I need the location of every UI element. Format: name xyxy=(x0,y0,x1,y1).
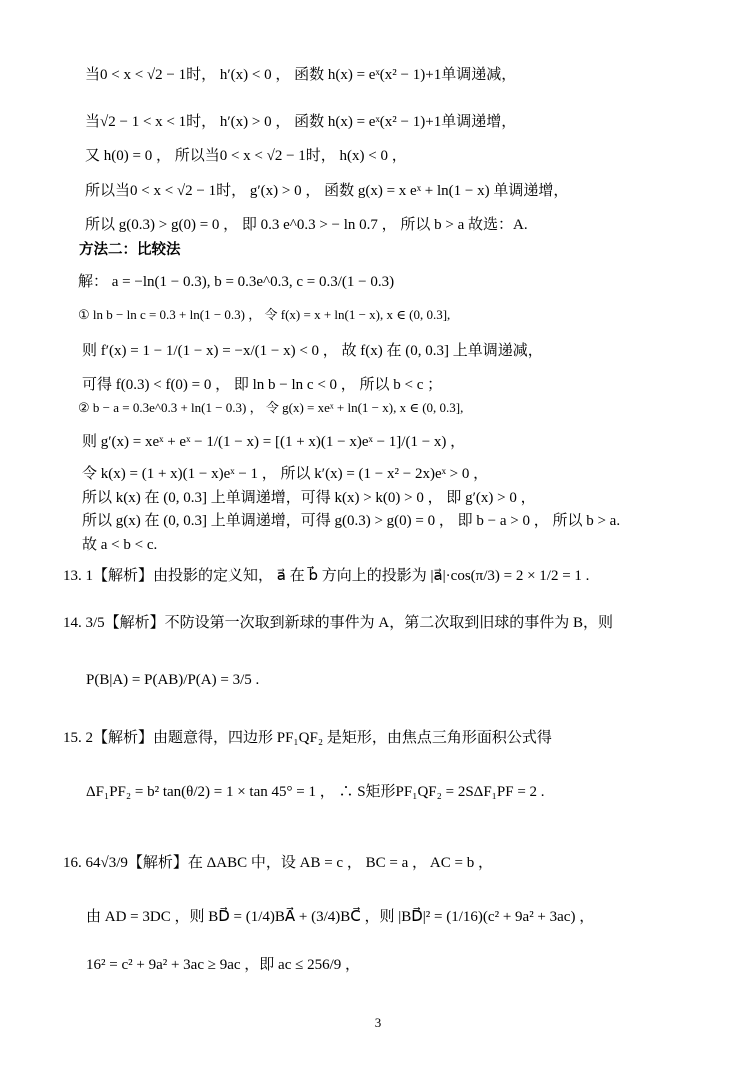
text-line: 所以当0 < x < √2 − 1时， g′(x) > 0 ， 函数 g(x) = x eˣ + ln(1 − x) 单调递增， xyxy=(85,183,569,199)
text-line: ① ln b − ln c = 0.3 + ln(1 − 0.3) ， 令 f(x) = x + ln(1 − x), x ∈ (0, 0.3], xyxy=(78,307,451,322)
text-line: 可得 f(0.3) < f(0) = 0 ， 即 ln b − ln c < 0 ， 所以 b < c ； xyxy=(82,377,443,393)
text-line: 又 h(0) = 0 ， 所以当0 < x < √2 − 1时， h(x) < 0 ， xyxy=(85,148,407,164)
text-line: 所以 g(0.3) > g(0) = 0 ， 即 0.3 e^0.3 > − ln 0.7 ， 所以 b > a 故选：A. xyxy=(85,217,528,233)
text-line: 当√2 − 1 < x < 1时， h′(x) > 0 ， 函数 h(x) = eˣ(x² − 1)+1单调递增， xyxy=(85,114,517,130)
text-line: 16. 64√3/9【解析】在 ΔABC 中，设 AB = c ， BC = a ， AC = b ， xyxy=(63,855,493,871)
text-line: 由 AD = 3DC ，则 BD⃗ = (1/4)BA⃗ + (3/4)BC⃗ ，则 |BD⃗|² = (1/16)(c² + 9a² + 3ac) ， xyxy=(86,909,595,925)
text-line: 则 f′(x) = 1 − 1/(1 − x) = −x/(1 − x) < 0 ， 故 f(x) 在 (0, 0.3] 上单调递减， xyxy=(82,343,543,359)
text-line: 当0 < x < √2 − 1时， h′(x) < 0 ， 函数 h(x) = eˣ(x² − 1)+1单调递减， xyxy=(85,67,517,83)
text-line: 14. 3/5【解析】不防设第一次取到新球的事件为 A，第二次取到旧球的事件为 B，则 xyxy=(63,615,614,631)
text-line: 15. 2【解析】由题意得，四边形 PF₁QF₂ 是矩形，由焦点三角形面积公式得 xyxy=(63,730,552,746)
text-line: 所以 g(x) 在 (0, 0.3] 上单调递增，可得 g(0.3) > g(0) = 0 ， 即 b − a > 0 ， 所以 b > a. xyxy=(82,513,621,529)
text-line: 则 g′(x) = xeˣ + eˣ − 1/(1 − x) = [(1 + x)(1 − x)eˣ − 1]/(1 − x) ， xyxy=(82,434,466,450)
text-line: 令 k(x) = (1 + x)(1 − x)eˣ − 1 ， 所以 k′(x) = (1 − x² − 2x)eˣ > 0 ， xyxy=(82,466,489,482)
text-line: ② b − a = 0.3e^0.3 + ln(1 − 0.3) ， 令 g(x) = xeˣ + ln(1 − x), x ∈ (0, 0.3], xyxy=(78,400,464,415)
text-line: ΔF₁PF₂ = b² tan(θ/2) = 1 × tan 45° = 1 ， ∴ S矩形PF₁QF₂ = 2SΔF₁PF = 2 . xyxy=(86,784,545,800)
text-line: 13. 1【解析】由投影的定义知， a⃗ 在 b⃗ 方向上的投影为 |a⃗|·cos(π/3) = 2 × 1/2 = 1 . xyxy=(63,568,590,584)
text-line: 16² = c² + 9a² + 3ac ≥ 9ac ，即 ac ≤ 256/9 ， xyxy=(86,957,361,973)
text-line: 解： a = −ln(1 − 0.3), b = 0.3e^0.3, c = 0.3/(1 − 0.3) xyxy=(78,274,395,290)
text-line: P(B|A) = P(AB)/P(A) = 3/5 . xyxy=(86,672,260,688)
text-line: 所以 k(x) 在 (0, 0.3] 上单调递增，可得 k(x) > k(0) > 0 ， 即 g′(x) > 0 ， xyxy=(82,490,536,506)
page-number: 3 xyxy=(374,1015,382,1030)
section-heading: 方法二：比较法 xyxy=(79,242,181,258)
text-line: 故 a < b < c. xyxy=(82,537,158,553)
